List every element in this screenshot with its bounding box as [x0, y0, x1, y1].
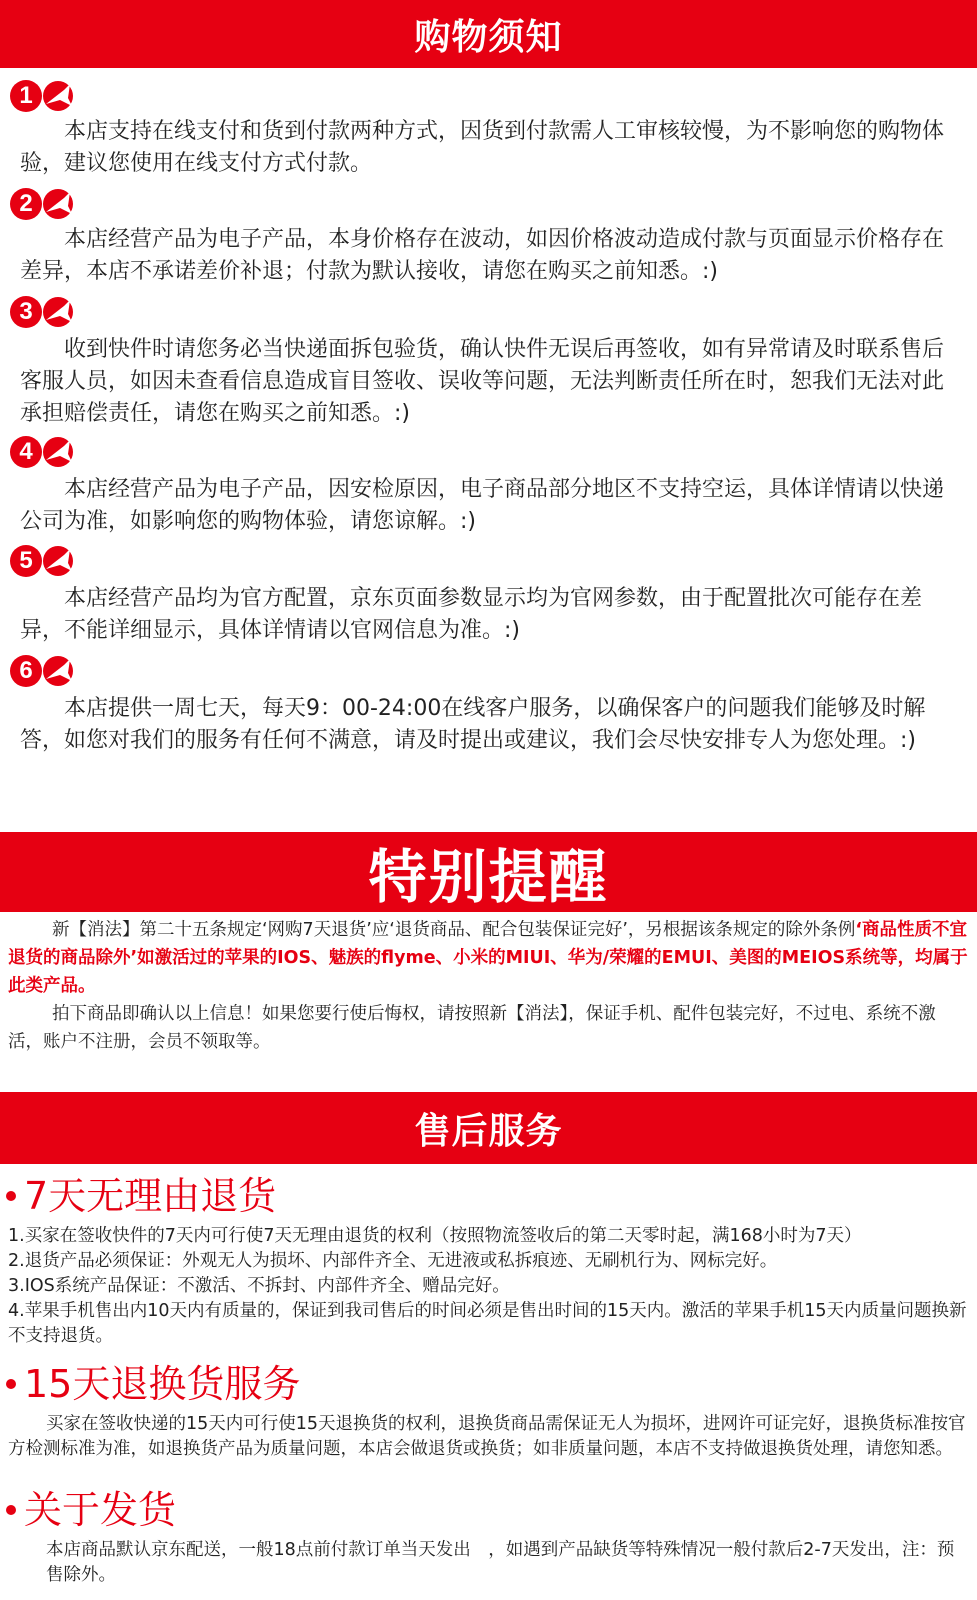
item-number-badge-2	[10, 188, 78, 220]
plane-icon	[40, 80, 78, 112]
shipping-text: 本店商品默认京东配送，一般18点前付款订单当天发出 ，如遇到产品缺货等特殊情况一般付款后2-7天发出，注：预售除外。	[46, 1540, 955, 1585]
heading-seven-day-return	[6, 1174, 276, 1218]
heading-text: 关于发货	[24, 1488, 177, 1532]
banner-title: 购物须知	[414, 16, 563, 58]
item-number-badge-1	[10, 80, 78, 112]
banner-title: 特别提醒	[368, 843, 609, 911]
badge-number: 4	[10, 436, 42, 468]
banner-special-reminder	[0, 832, 977, 912]
bullet-dot-icon	[6, 1191, 16, 1201]
paragraph-text: 买家在签收快递的15天内可行使15天退换货的权利，退换货商品需保证无人为损坏，进网许可证完好，退换货标准按官方检测标准为准，如退换货产品为质量问题，本店会做退货或换货；如非质量问题，本店不支持做退换货处理，请您知悉。	[8, 1414, 966, 1459]
special-p1-highlight: ‘商品性质不宜退货的商品除外’如激活过的苹果的IOS、魅族的flyme、小米的MIUI、华为/荣耀的EMUI、美图的MEIOS系统等，均属于此类产品。	[8, 920, 968, 996]
badge-number: 3	[10, 296, 42, 328]
item-number-badge-5	[10, 545, 78, 577]
notice-item-text-3: 收到快件时请您务必当快递面拆包验货，确认快件无误后再签收，如有异常请及时联系售后客服人员，如因未查看信息造成盲目签收、误收等问题，无法判断责任所在时，恕我们无法对此承担赔偿责任，请您在购买之前知悉。:)	[20, 337, 945, 426]
bullet-dot-icon	[6, 1379, 16, 1389]
plane-icon	[40, 188, 78, 220]
banner-shopping-notice	[0, 0, 977, 68]
list-item: 4.苹果手机售出内10天内有质量的，保证到我司售后的时间必须是售出时间的15天内。激活的苹果手机15天内质量问题换新不支持退货。	[8, 1301, 967, 1346]
notice-item-text-6: 本店提供一周七天，每天9：00-24:00在线客户服务，以确保客户的问题我们能够及时解答，如您对我们的服务有任何不满意，请及时提出或建议，我们会尽快安排专人为您处理。:)	[20, 696, 926, 753]
badge-number: 1	[10, 80, 42, 112]
badge-number: 2	[10, 188, 42, 220]
plane-icon	[40, 545, 78, 577]
bullet-dot-icon	[6, 1505, 16, 1515]
badge-number: 6	[10, 655, 42, 687]
list-item: 1.买家在签收快件的7天内可行使7天无理由退货的权利（按照物流签收后的第二天零时起，满168小时为7天）	[8, 1226, 862, 1246]
fifteen-day-exchange-text	[8, 1412, 968, 1462]
banner-after-sales-service	[0, 1092, 977, 1164]
list-item: 2.退货产品必须保证：外观无人为损坏、内部件齐全、无进液或私拆痕迹、无刷机行为、网标完好。	[8, 1251, 778, 1271]
item-number-badge-4	[10, 436, 78, 468]
heading-fifteen-day-exchange	[6, 1362, 300, 1406]
heading-text: 7天无理由退货	[24, 1174, 277, 1218]
item-number-badge-6	[10, 655, 78, 687]
plane-icon	[40, 296, 78, 328]
notice-item-text-1: 本店支持在线支付和货到付款两种方式，因货到付款需人工审核较慢，为不影响您的购物体验，建议您使用在线支付方式付款。	[20, 119, 945, 176]
list-item: 3.IOS系统产品保证：不激活、不拆封、内部件齐全、赠品完好。	[8, 1276, 510, 1296]
item-number-badge-3	[10, 296, 78, 328]
banner-title: 售后服务	[414, 1110, 563, 1152]
heading-shipping	[6, 1488, 176, 1532]
heading-text: 15天退换货服务	[24, 1362, 301, 1406]
special-reminder-text	[8, 916, 968, 1056]
special-p2-text: 拍下商品即确认以上信息！如果您要行使后悔权，请按照新【消法】，保证手机、配件包装完好，不过电、系统不激活，账户不注册，会员不领取等。	[8, 1004, 936, 1052]
seven-day-return-list	[8, 1224, 968, 1349]
plane-icon	[40, 655, 78, 687]
plane-icon	[40, 436, 78, 468]
special-p1-text: 新【消法】第二十五条规定‘网购7天退货’应‘退货商品、配合包装保证完好’，另根据该条规定的除外条例	[52, 920, 856, 940]
notice-item-text-4: 本店经营产品为电子产品，因安检原因，电子商品部分地区不支持空运，具体详情请以快递公司为准，如影响您的购物体验，请您谅解。:)	[20, 477, 945, 534]
notice-item-text-2: 本店经营产品为电子产品，本身价格存在波动，如因价格波动造成付款与页面显示价格存在差异，本店不承诺差价补退；付款为默认接收，请您在购买之前知悉。:)	[20, 227, 945, 284]
badge-number: 5	[10, 545, 42, 577]
notice-item-text-5: 本店经营产品均为官方配置，京东页面参数显示均为官网参数，由于配置批次可能存在差异，不能详细显示，具体详情请以官网信息为准。:)	[20, 586, 923, 643]
